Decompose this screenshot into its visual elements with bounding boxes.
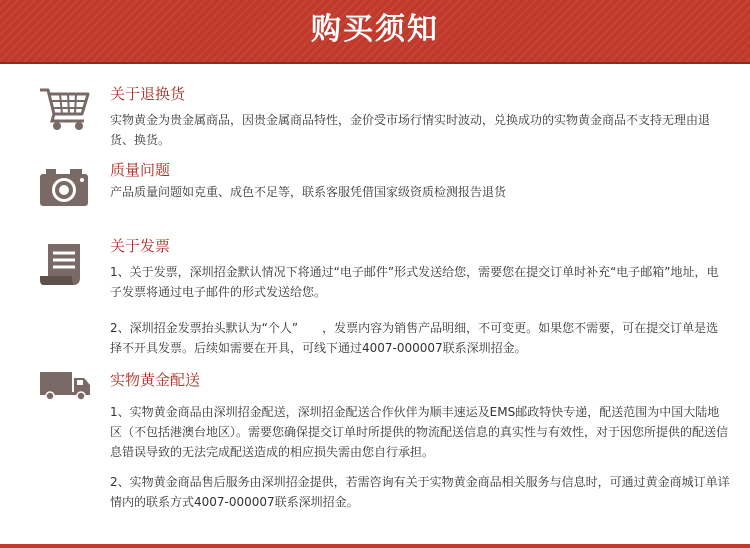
section-paragraph: 2、深圳招金发票抬头默认为“个人” ，发票内容为销售产品明细，不可变更。如果您不需要，可在提交订单是选择不开具发票。后续如需要在开具，可线下通过4007-000007联系深圳招金。 [110,321,719,355]
section-paragraph: 2、实物黄金商品售后服务由深圳招金提供，若需咨询有关于实物黄金商品相关服务与信息时，可通过黄金商城订单详情内的联系方式4007-000007联系深圳招金。 [110,475,730,509]
camera-icon [38,166,94,208]
section-title: 关于发票 [110,237,171,255]
invoice-icon [38,240,94,288]
delivery-truck-icon [38,368,94,402]
header-divider [0,62,750,64]
section-paragraph: 1、实物黄金商品由深圳招金配送，深圳招金配送合作伙伴为顺丰速运及EMS邮政特快专递，配送范围为中国大陆地区（不包括港澳台地区）。需要您确保提交订单时所提供的物流配送信息的真实性与有效性，对于因您所提供的配送信息错误导致的无法完成配送造成的相应损失需由您自行承担。 [110,405,729,459]
section-title: 质量问题 [110,161,171,179]
section-paragraph: 1、关于发票，深圳招金默认情况下将通过“电子邮件”形式发送给您，需要您在提交订单时补充“电子邮箱”地址，电子发票将通过电子邮件的形式发送给您。 [110,265,719,299]
shopping-cart-icon [38,84,94,132]
section-title: 实物黄金配送 [110,371,201,389]
section-paragraph: 产品质量问题如克重、成色不足等，联系客服凭借国家级资质检测报告退货 [110,185,507,199]
page-title: 购买须知 [311,12,439,47]
section-title: 关于退换货 [110,85,186,103]
section-paragraph: 实物黄金为贵金属商品，因贵金属商品特性，金价受市场行情实时波动，兑换成功的实物黄金商品不支持无理由退货、换货。 [110,113,711,147]
footer-divider [0,544,750,548]
